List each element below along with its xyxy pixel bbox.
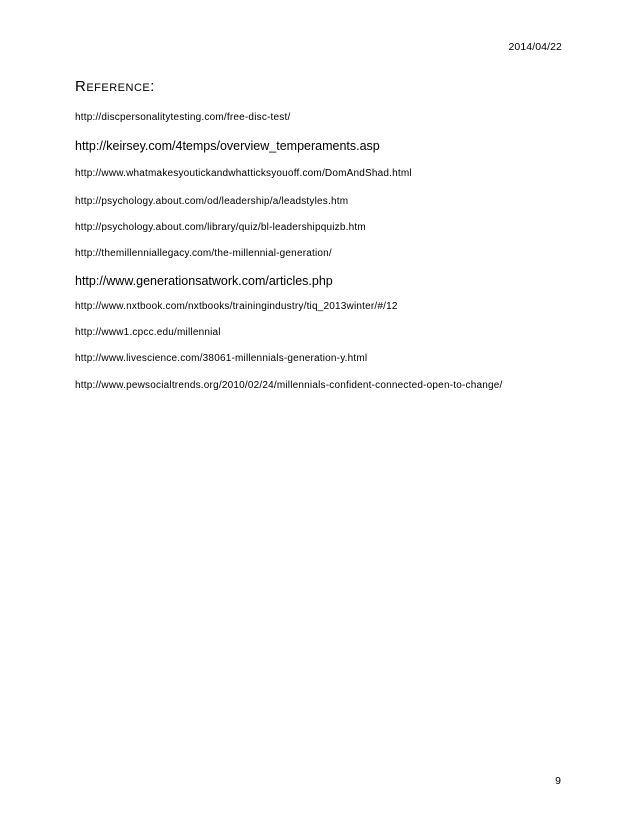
reference-item: http://keirsey.com/4temps/overview_temperaments.asp	[75, 139, 380, 153]
header-date: 2014/04/22	[508, 41, 562, 53]
reference-item: http://www.generationsatwork.com/articles.php	[75, 274, 333, 288]
reference-item: http://www.nxtbook.com/nxtbooks/trainingindustry/tiq_2013winter/#/12	[75, 301, 398, 312]
reference-item: http://www.pewsocialtrends.org/2010/02/24/millennials-confident-connected-open-to-change/	[75, 380, 503, 391]
reference-item: http://themillenniallegacy.com/the-millennial-generation/	[75, 248, 332, 259]
page-number: 9	[555, 775, 561, 787]
reference-item: http://psychology.about.com/od/leadership/a/leadstyles.htm	[75, 196, 349, 207]
reference-item: http://www.livescience.com/38061-millennials-generation-y.html	[75, 353, 368, 364]
reference-item: http://psychology.about.com/library/quiz/bl-leadershipquizb.htm	[75, 222, 366, 233]
reference-item: http://www.whatmakesyoutickandwhatticksyouoff.com/DomAndShad.html	[75, 168, 412, 179]
section-title: Reference:	[75, 78, 155, 95]
reference-item: http://discpersonalitytesting.com/free-disc-test/	[75, 112, 291, 123]
reference-item: http://www1.cpcc.edu/millennial	[75, 327, 221, 338]
